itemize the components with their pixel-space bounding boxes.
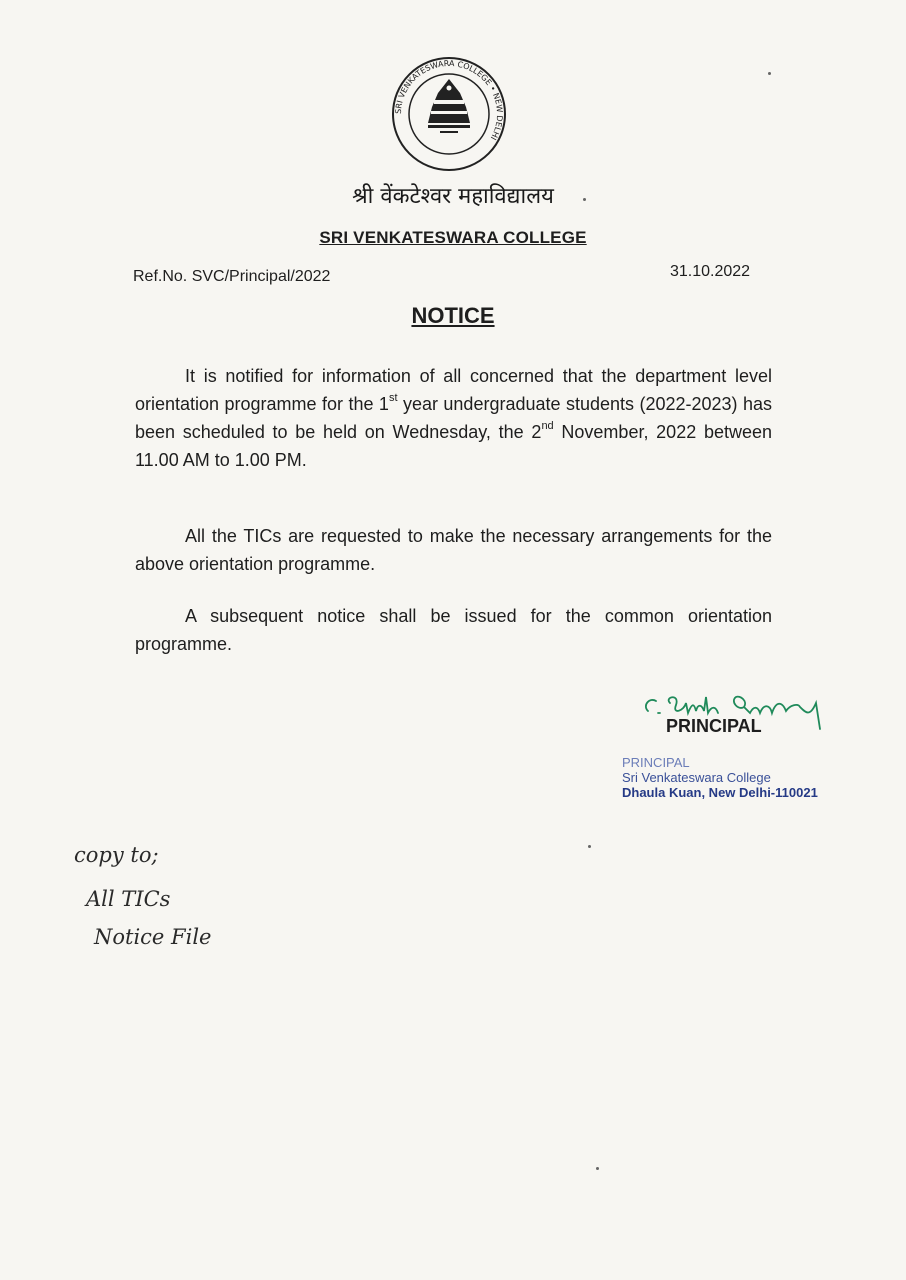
- college-name-hindi: श्री वेंकटेश्वर महाविद्यालय: [352, 184, 554, 209]
- copy-to-note: [72, 842, 312, 962]
- copy-to-item: All TICs: [86, 887, 171, 911]
- paragraph-3: [135, 602, 772, 658]
- principal-stamp: [622, 755, 818, 800]
- scan-speck: [768, 72, 771, 75]
- scan-speck: [596, 1167, 599, 1170]
- college-name: SRI VENKATESWARA COLLEGE: [319, 228, 587, 247]
- emblem-ring-text: SRI VENKATESWARA COLLEGE • NEW DELHI: [393, 58, 505, 142]
- notice-date: 31.10.2022: [670, 263, 751, 280]
- paragraph-1-text-c: November, 2022 between 11.00 AM to 1.00 PM.: [135, 422, 772, 470]
- ordinal-suffix: nd: [541, 420, 554, 432]
- paragraph-2: [135, 522, 772, 578]
- scan-speck: [583, 198, 586, 201]
- paragraph-2-text: All the TICs are requested to make the necessary arrangements for the above orientation programme.: [135, 526, 772, 574]
- copy-to-item: Notice File: [94, 925, 212, 949]
- scan-speck: [588, 845, 591, 848]
- stamp-line-1: PRINCIPAL: [622, 755, 690, 770]
- college-emblem-icon: [390, 55, 508, 173]
- paragraph-1-text-a: It is notified for information of all concerned that the department level orientation programme for the 1: [135, 366, 772, 414]
- page-title: NOTICE: [411, 303, 495, 328]
- paragraph-3-text: A subsequent notice shall be issued for the common orientation programme.: [135, 606, 772, 654]
- reference-number: Ref.No. SVC/Principal/2022: [133, 268, 331, 285]
- stamp-line-2: Sri Venkateswara College: [622, 770, 771, 785]
- paragraph-1: [135, 362, 772, 474]
- ordinal-suffix: st: [388, 392, 398, 404]
- signatory-title: PRINCIPAL: [666, 716, 762, 736]
- stamp-line-3: Dhaula Kuan, New Delhi-110021: [622, 785, 818, 800]
- copy-to-heading: copy to;: [74, 843, 159, 867]
- paragraph-1-text-b: year undergraduate students (2022-2023) has been scheduled to be held on Wednesday, the 2: [135, 394, 772, 442]
